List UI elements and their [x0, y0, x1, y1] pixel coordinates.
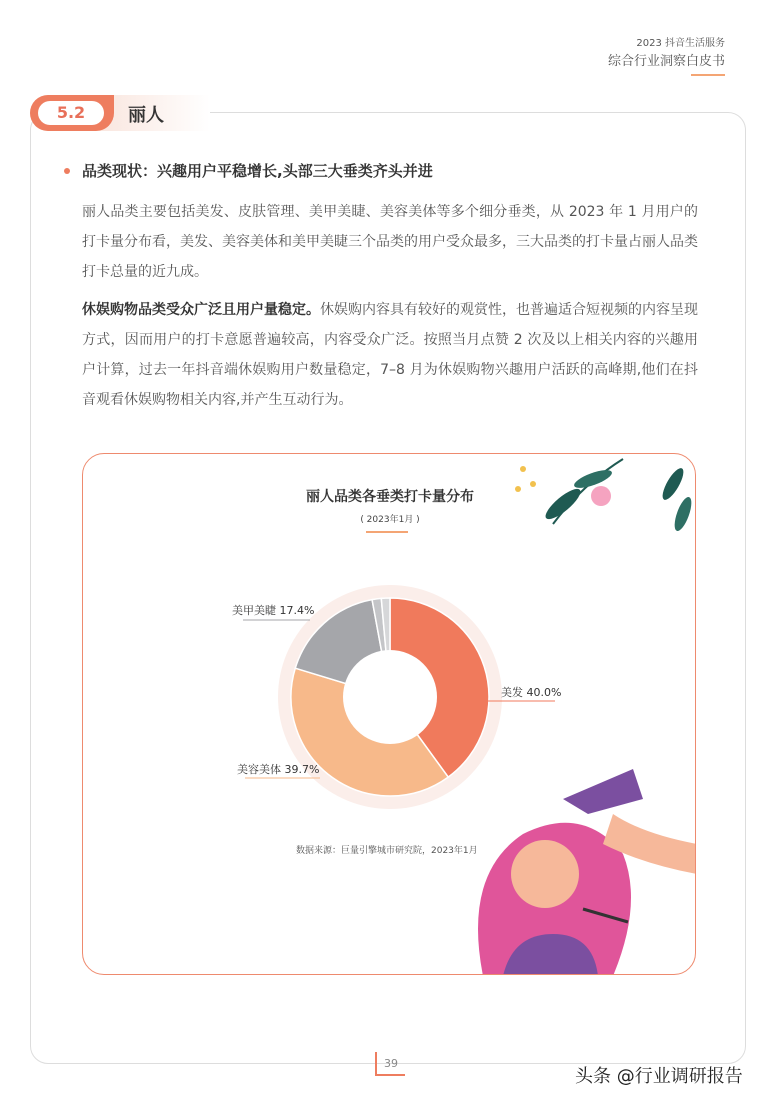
chart-subtitle: ( 2023年1月 )	[360, 515, 420, 525]
data-label-2: 美甲美睫 17.4%	[232, 604, 315, 617]
subheading: 品类现状：兴趣用户平稳增长,头部三大垂类齐头并进	[82, 162, 433, 180]
report-year-title: 2023 抖音生活服务	[636, 38, 725, 49]
paragraph-1: 丽人品类主要包括美发、皮肤管理、美甲美睫、美容美体等多个细分垂类，从 2023 年 1 月用户的打卡量分布看，美发、美容美体和美甲美睫三个品类的用户受众最多，三大品类的打卡量占丽人品类打卡总量的近九成。	[82, 204, 698, 280]
data-label-0: 美发 40.0%	[501, 686, 562, 699]
chart-source: 数据来源：巨量引擎城市研究院，2023年1月	[296, 846, 478, 856]
report-title: 综合行业洞察白皮书	[607, 54, 725, 69]
page-number: 39	[375, 1052, 405, 1076]
donut-hole	[343, 650, 437, 744]
section-number: 5.2	[38, 101, 104, 125]
paragraph-2-lead: 休娱购物品类受众广泛且用户量稳定。	[82, 302, 320, 318]
paragraph-2-body: 休娱购内容具有较好的观赏性，也普遍适合短视频的内容呈现方式，因而用户的打卡意愿普遍较高，内容受众广泛。按照当月点赞 2 次及以上相关内容的兴趣用户计算，过去一年抖音端休娱购用户数量稳定，7–8 月为休娱购物兴趣用户活跃的高峰期,他们在抖音观看休娱购物相关内容,并产生互动行为。	[82, 302, 698, 408]
section-title: 丽人	[128, 105, 164, 126]
data-label-1: 美容美体 39.7%	[237, 763, 320, 776]
chart-title: 丽人品类各垂类打卡量分布	[306, 489, 474, 505]
watermark: 头条 @行业调研报告	[575, 1066, 743, 1087]
